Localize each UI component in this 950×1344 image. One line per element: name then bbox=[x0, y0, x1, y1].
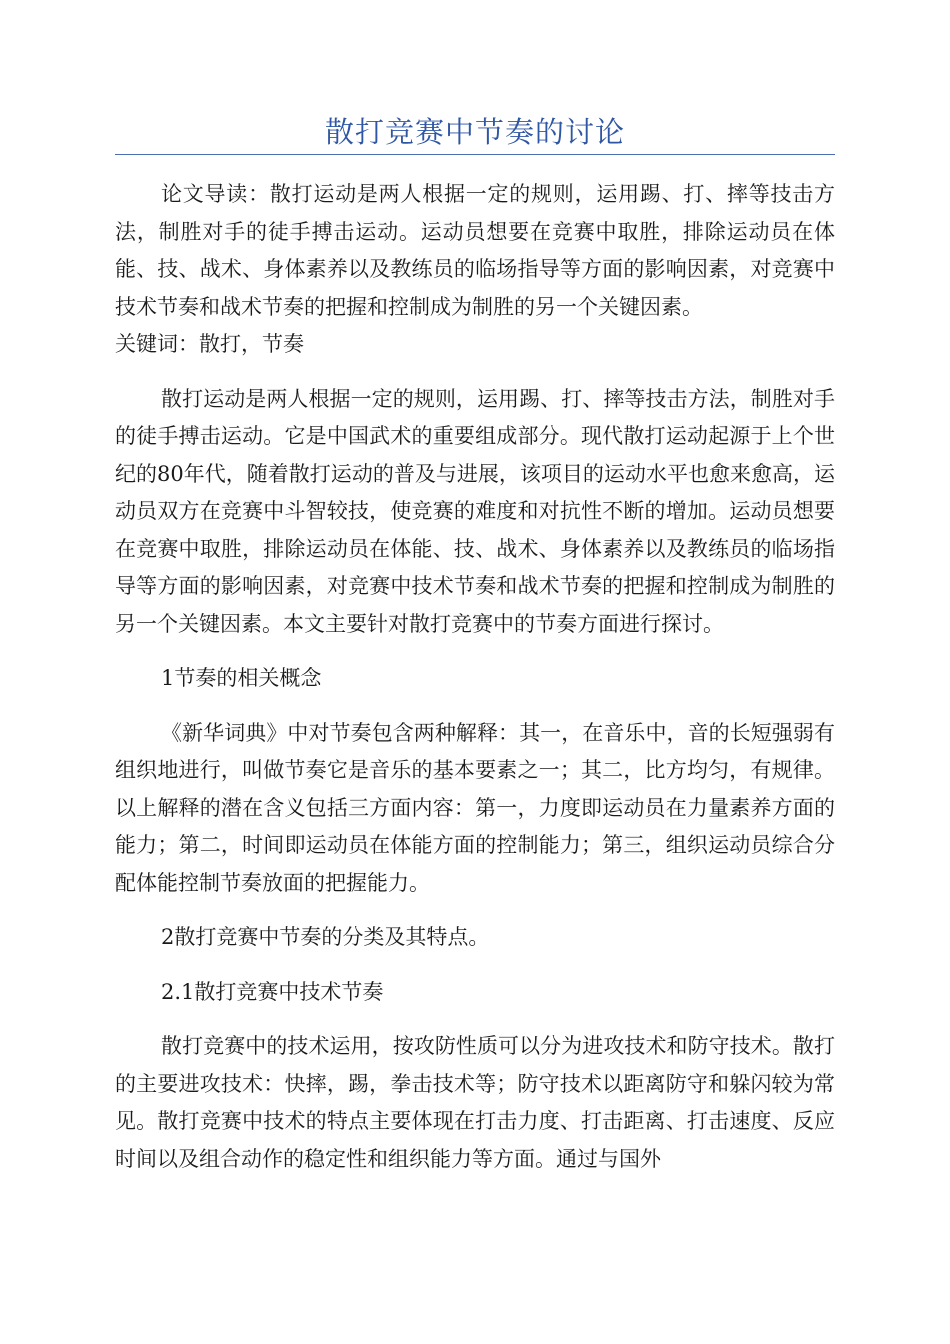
subsection-heading-2-1: 2.1散打竞赛中技术节奏 bbox=[161, 979, 384, 1004]
definition-paragraph: 《新华词典》中对节奏包含两种解释：其一，在音乐中，音的长短强弱有组织地进行，叫做节奏它是音乐的基本要素之一；其二，比方均匀，有规律。以上解释的潜在含义包括三方面内容：第一，力度即运动员在力量素养方面的能力；第二，时间即运动员在体能方面的控制能力；第三，组织运动员综合分配体能控制节奏放面的把握能力。 bbox=[115, 720, 835, 895]
document-body bbox=[115, 176, 835, 1178]
title-underline bbox=[115, 154, 835, 155]
document-title: 散打竞赛中节奏的讨论 bbox=[324, 115, 625, 149]
section-heading-1: 1节奏的相关概念 bbox=[161, 666, 322, 690]
section-heading-2: 2散打竞赛中节奏的分类及其特点。 bbox=[161, 925, 490, 949]
technique-paragraph: 散打竞赛中的技术运用，按攻防性质可以分为进攻技术和防守技术。散打的主要进攻技术：快摔，踢，拳击技术等；防守技术以距离防守和躲闪较为常见。散打竞赛中技术的特点主要体现在打击力度、打击距离、打击速度、反应时间以及组合动作的稳定性和组织能力等方面。通过与国外 bbox=[115, 1034, 835, 1171]
keywords-line: 关键词：散打，节奏 bbox=[115, 332, 304, 356]
intro-paragraph: 散打运动是两人根据一定的规则，运用踢、打、摔等技击方法，制胜对手的徒手搏击运动。它是中国武术的重要组成部分。现代散打运动起源于上个世纪的80年代，随着散打运动的普及与进展，该项目的运动水平也愈来愈高，运动员双方在竞赛中斗智较技，使竞赛的难度和对抗性不断的增加。运动员想要在竞赛中取胜，排除运动员在体能、技、战术、身体素养以及教练员的临场指导等方面的影响因素，对竞赛中技术节奏和战术节奏的把握和控制成为制胜的另一个关键因素。本文主要针对散打竞赛中的节奏方面进行探讨。 bbox=[115, 386, 835, 636]
abstract-paragraph: 论文导读：散打运动是两人根据一定的规则，运用踢、打、摔等技击方法，制胜对手的徒手搏击运动。运动员想要在竞赛中取胜，排除运动员在体能、技、战术、身体素养以及教练员的临场指导等方面的影响因素，对竞赛中技术节奏和战术节奏的把握和控制成为制胜的另一个关键因素。 bbox=[115, 182, 835, 319]
